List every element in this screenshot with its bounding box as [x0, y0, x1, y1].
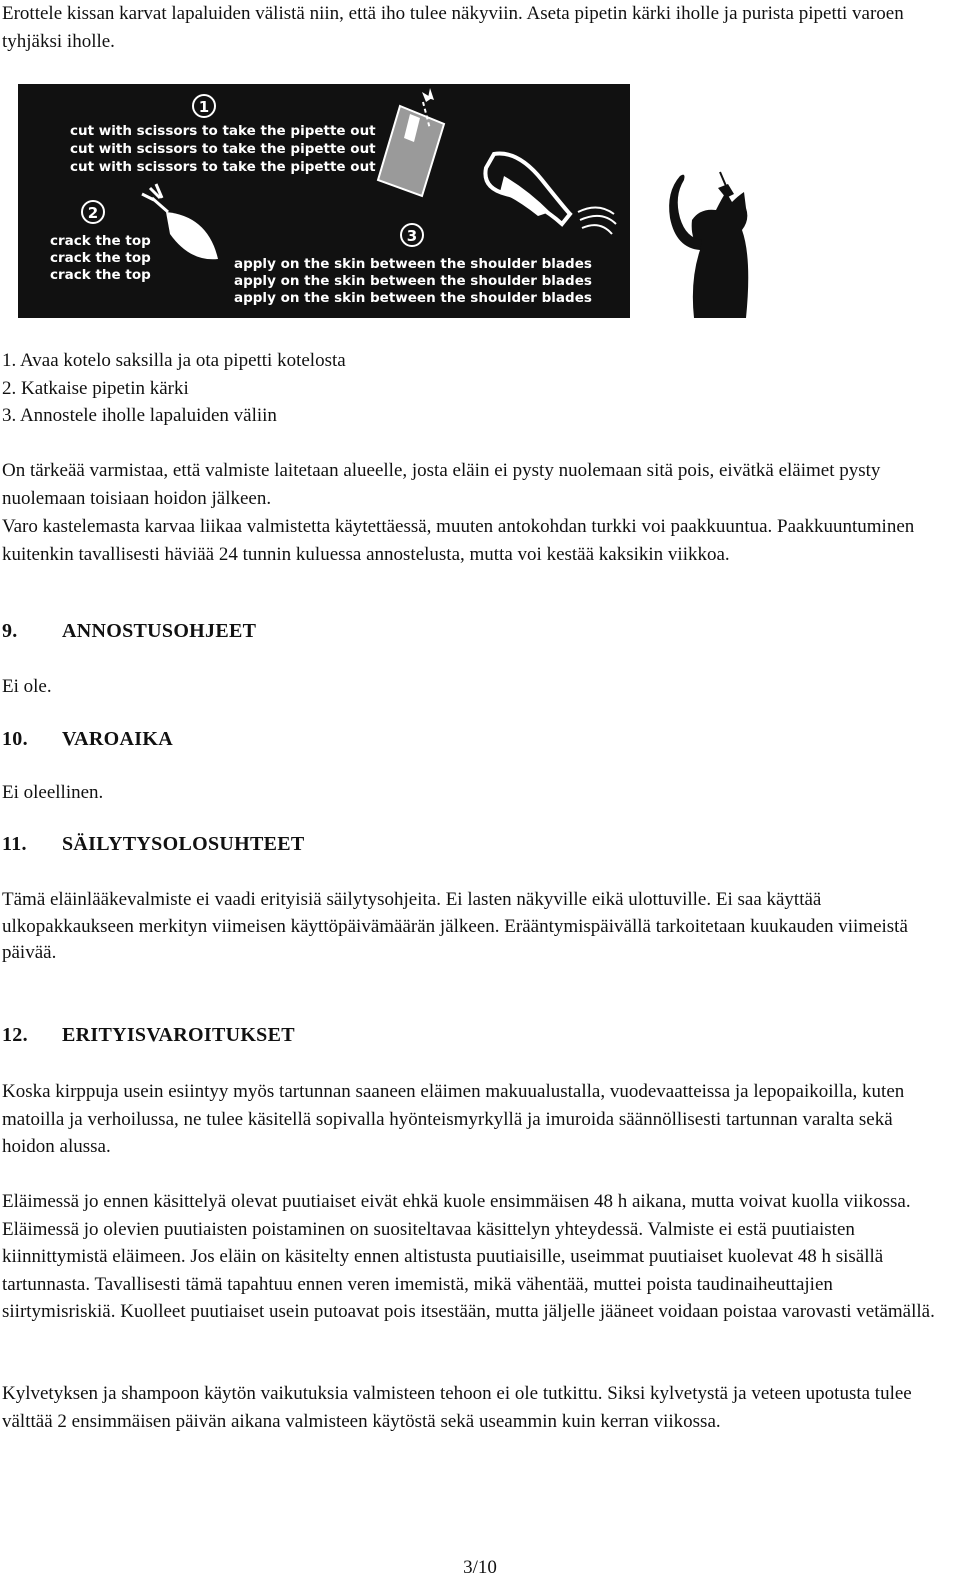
section-number: 10. — [2, 728, 28, 750]
page-number: 3/10 — [463, 1557, 497, 1578]
instruction-figure — [18, 84, 630, 318]
step3-line-1: apply on the skin between the shoulder blades — [234, 256, 592, 272]
section-number: 12. — [2, 1024, 28, 1046]
paragraph-clumping: Varo kastelemasta karvaa liikaa valmistetta käytettäessä, muuten antokohdan turkki voi paakkuuntua. Paakkuuntuminen kuitenkin tavallisesti häviää 24 tunnin kuluessa annostelusta, mutta voi kestää kaksikin viikkoa. — [2, 516, 915, 565]
step-item: 3. Annostele iholle lapaluiden väliin — [2, 405, 277, 426]
section-12-paragraph-fleas: Koska kirppuja usein esiintyy myös tartunnan saaneen eläimen makuualustalla, vuodevaatteissa ja lepopaikoilla, kuten matoilla ja verhoilussa, ne tulee käsitellä sopivalla hyönteismyrkyllä ja imuroida säännöllisesti tartunnan varalta sekä hoidon alussa. — [2, 1081, 905, 1157]
paragraph-licking: On tärkeää varmistaa, että valmiste laitetaan alueelle, josta eläin ei pysty nuolemaan sitä pois, eivätkä eläimet pysty nuolemaan toisiaan hoidon jälkeen. — [2, 460, 881, 509]
step3-number: 3 — [406, 227, 418, 245]
section-number: 9. — [2, 620, 18, 642]
section-title: ERITYISVAROITUKSET — [62, 1024, 295, 1046]
step2-line-3: crack the top — [50, 267, 151, 283]
step3-line-2: apply on the skin between the shoulder blades — [234, 273, 592, 289]
section-10-text: Ei oleellinen. — [2, 782, 104, 803]
step-item: 1. Avaa kotelo saksilla ja ota pipetti kotelosta — [2, 350, 346, 371]
step2-line-2: crack the top — [50, 250, 151, 266]
step-item: 2. Katkaise pipetin kärki — [2, 377, 189, 399]
step2-number: 2 — [87, 204, 99, 222]
section-title: ANNOSTUSOHJEET — [62, 620, 257, 642]
step1-number: 1 — [198, 98, 210, 116]
section-9-text: Ei ole. — [2, 676, 52, 697]
section-12-heading — [2, 1024, 295, 1047]
section-11-text: Tämä eläinlääkevalmiste ei vaadi erityisiä säilytysohjeita. Ei lasten näkyville eikä ulottuville. Ei saa käyttää ulkopakkaukseen merkityn viimeisen käyttöpäivämäärän jälkeen. Erääntymispäivällä tarkoitetaan kuukauden viimeistä päivää. — [2, 889, 908, 963]
steps-list — [2, 347, 346, 430]
section-12-paragraph-bathing: Kylvetyksen ja shampoon käytön vaikutuksia valmisteen tehoon ei ole tutkittu. Siksi kylvetystä ja veteen upotusta tulee välttää 2 ensimmäisen päivän aikana valmisteen käytöstä sekä useammin kuin kerran viikossa. — [2, 1383, 912, 1432]
step1-line-1: cut with scissors to take the pipette out — [70, 123, 376, 139]
section-title: VAROAIKA — [62, 728, 173, 750]
section-number: 11. — [2, 833, 27, 855]
step3-line-3: apply on the skin between the shoulder blades — [234, 290, 592, 306]
section-title: SÄILYTYSOLOSUHTEET — [62, 833, 305, 855]
intro-paragraph: Erottele kissan karvat lapaluiden välistä niin, että iho tulee näkyviin. Aseta pipetin kärki iholle ja purista pipetti varoen tyhjäksi iholle. — [2, 3, 904, 52]
section-11-heading — [2, 833, 305, 856]
step1-line-2: cut with scissors to take the pipette out — [70, 141, 376, 157]
step1-line-3: cut with scissors to take the pipette out — [70, 159, 376, 175]
section-12-paragraph-ticks: Eläimessä jo ennen käsittelyä olevat puutiaiset eivät ehkä kuole ensimmäisen 48 h aikana, mutta voivat kuolla viikossa. Eläimessä jo olevien puutiaisten poistaminen on suositeltavaa käsittelyn yhteydessä. Valmiste ei estä puutiaisten kiinnittymistä eläimeen. Jos eläin on käsitelty ennen altistusta puutiaisille, useimmat puutiaiset kuolevat 48 h sisällä tartunnasta. Tavallisesti tämä tapahtuu ennen veren imemistä, mikä vähentää, muttei poista taudinaiheuttajien siirtymisriskiä. Kuolleet puutiaiset usein putoavat pois itsestään, mutta jäljelle jääneet voidaan poistaa varovasti vetämällä. — [2, 1191, 935, 1322]
section-10-heading — [2, 728, 173, 751]
cat-silhouette-icon — [660, 168, 764, 320]
step2-line-1: crack the top — [50, 233, 151, 249]
section-9-heading — [2, 620, 256, 643]
